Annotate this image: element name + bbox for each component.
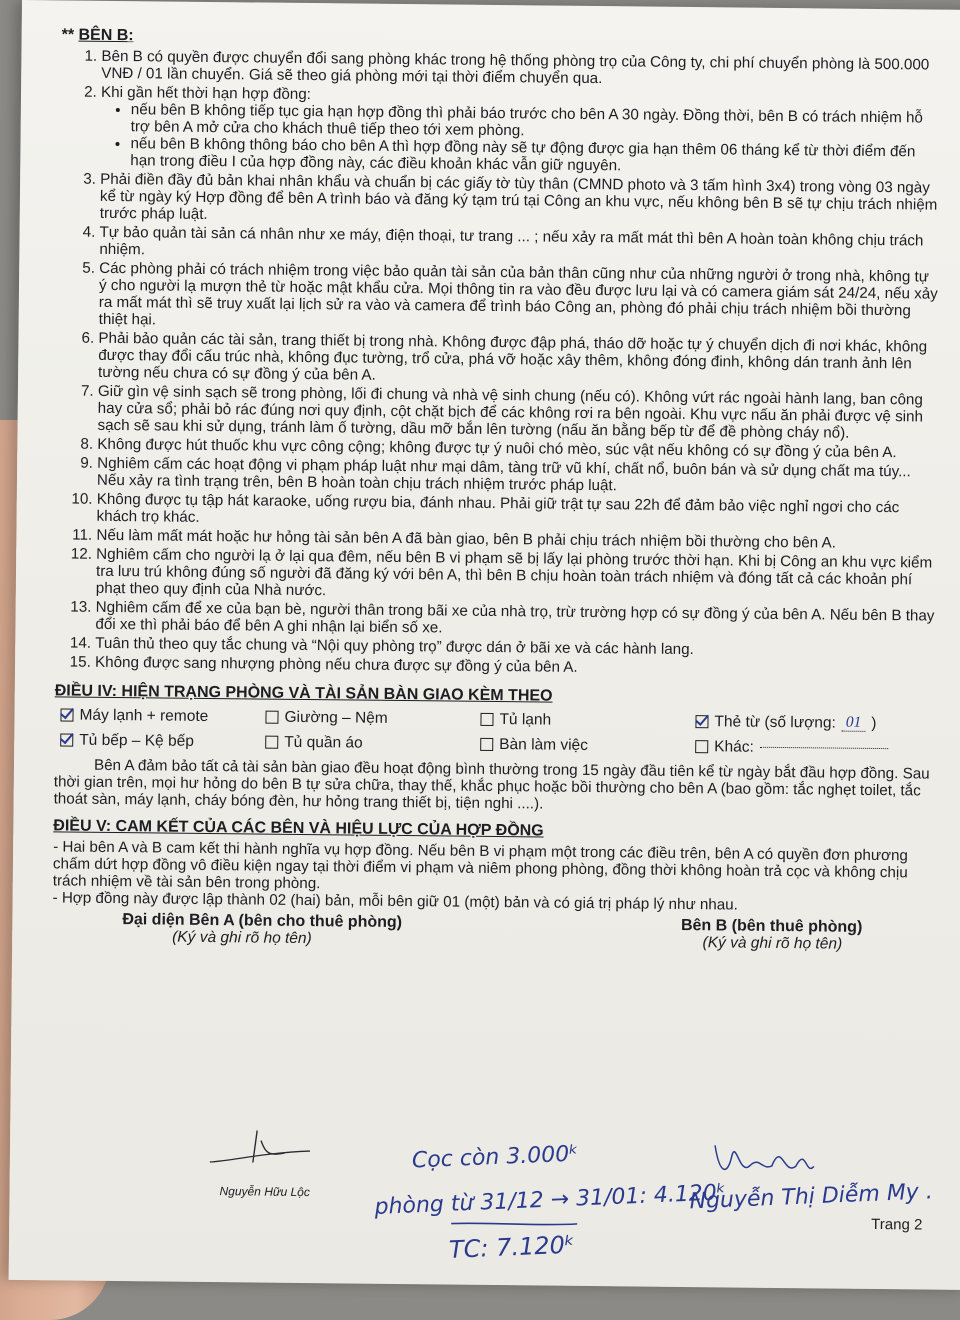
party-b-signature-icon — [710, 1135, 821, 1186]
handwritten-total: TC: 7.120ᵏ — [448, 1230, 576, 1264]
party-b-heading: Bên B (bên thuê phòng) — [680, 916, 863, 936]
clause-2-text: Khi gần hết thời hạn hợp đồng: — [100, 83, 312, 104]
section-b-heading: ** BÊN B: — [61, 26, 134, 45]
clause-5: 5. Các phòng phải có trách nhiệm trong việc bảo quản tài sản của bản thân cũng như của những người ở trong nhà, không tự ý cho người lạ mượn thẻ từ hoặc mật khẩu cửa. Mọi thông tin ra vào đều được lưu lại và có camera giám sát 24/24, nếu xảy ra mất mát thì sẽ truy xuất lại lịch sử ra vào và camera để trình báo Công an, phòng đó phải chịu trách nhiệm bồi thường thiệt hại. — [99, 260, 940, 337]
check-label: Bàn làm việc — [499, 736, 589, 754]
handwritten-name-b: Nguyễn Thị Diễm My . — [689, 1179, 934, 1215]
check-label: Máy lạnh + remote — [79, 706, 209, 725]
check-ac-remote — [60, 705, 265, 725]
asset-checklist — [60, 705, 934, 757]
check-bed — [265, 708, 480, 728]
clause-12: 12. Nghiêm cấm cho người lạ ở lại qua đêm, nếu bên B vi phạm sẽ bị lấy lại phòng trước thời hạn. Khi bị Công an khu vực kiểm tra lưu trú không đúng số người đã đăng ký với bên A, thì bên B chịu hoàn toàn trách nhiệm và đóng tất cả các khoản phí phạt theo quy định của Nhà nước. — [96, 546, 936, 606]
clause-9: 9. Nghiêm cấm các hoạt động vi phạm pháp luật như mại dâm, tàng trữ vũ khí, chất nổ, buôn bán và sử dụng chất ma túy... Nếu xảy ra tình trạng trên, bên B hoàn toàn chịu trách nhiệm trước pháp luật. — [97, 455, 937, 498]
article-5-line-1: - Hai bên A và B cam kết thi hành nghĩa vụ hợp đồng. Nếu bên B vi phạm một trong các điều trên, bên A có quyền đơn phương chấm dứt hợp đồng vô điều kiện ngay tại thời điểm vi phạm và niêm phong phòng, đồng thời không hoàn trả cọc và không chịu trách nhiệm về tài sản bên trong phòng. — [52, 838, 908, 893]
handwritten-deposit: Cọc còn 3.000ᵏ — [411, 1141, 580, 1174]
check-label: Tủ quần áo — [284, 733, 363, 752]
page-number: Trang 2 — [871, 1215, 923, 1234]
handwritten-rent: phòng từ 31/12 → 31/01: 4.120ᵏ — [374, 1180, 727, 1220]
check-desk — [480, 736, 695, 755]
article-5-line-2: - Hợp đồng này được lập thành 02 (hai) bản, mỗi bên giữ 01 (một) bản và có giá trị pháp lý như nhau. — [52, 889, 738, 914]
clause-2-sub-2: • nếu bên B không thông báo cho bên A thì hợp đồng này sẽ tự động được gia hạn thêm 06 tháng kể từ thời điểm đến hạn trong điều I của hợp đồng này, các điều khoản khác vẫn giữ nguyên. — [130, 135, 940, 177]
checked-box-icon — [60, 708, 73, 721]
clause-8: 8. Không được hút thuốc khu vực công cộng; không được tự ý nuôi chó mèo, súc vật nếu không có sự đồng ý của bên A. — [97, 436, 937, 462]
clause-10: 10. Không được tụ tập hát karaoke, uống rượu bia, đánh nhau. Phải giữ trật tự sau 22h để đảm bảo việc nghỉ ngơi cho các khách trọ khác. — [97, 491, 937, 534]
other-fill — [760, 747, 888, 749]
keycard-count: 01 — [842, 714, 866, 732]
clause-2-sub-1: • nếu bên B không tiếp tục gia hạn hợp đồng thì phải báo trước cho bên A 30 ngày. Đồng thời, bên B có trách nhiệm hỗ trợ bên A mở cửa cho khách thuê tiếp theo tới xem phòng. — [131, 101, 941, 143]
checked-box-icon — [60, 733, 73, 746]
article-4-heading: ĐIỀU IV: HIỆN TRẠNG PHÒNG VÀ TÀI SẢN BÀN GIAO KÈM THEO — [54, 682, 553, 705]
clause-4: 4. Tự bảo quản tài sản cá nhân như xe máy, điện thoại, tư trang ... ; nếu xảy ra mất mát thì bên A hoàn toàn không chịu trách nhiệm. — [99, 224, 939, 267]
check-label: Giường – Nệm — [284, 708, 388, 727]
empty-box-icon — [265, 736, 278, 749]
check-keycard — [695, 712, 925, 732]
check-label: Tủ lạnh — [499, 710, 552, 729]
clause-6: 6. Phải bảo quản các tài sản, trang thiết bị trong nhà. Không được đập phá, tháo dỡ hoặc tự ý chuyển dịch đi nơi khác, không được thay đổi cấu trúc nhà, không đục tường, trổ cửa, phá vỡ hoặc xây thêm, không đóng đinh, không dán tranh ảnh lên tường nếu chưa có sự đồng ý của bên A. — [98, 330, 938, 390]
party-b-sign-note: (Ký và ghi rõ họ tên) — [702, 934, 843, 953]
empty-box-icon — [480, 712, 493, 725]
clause-15: 15. Không được sang nhượng phòng nếu chưa được sự đồng ý của bên A. — [95, 654, 935, 680]
party-a-signature-icon — [205, 1122, 316, 1178]
party-a-heading: Đại diện Bên A (bên cho thuê phòng) — [122, 911, 403, 932]
clause-7: 7. Giữ gìn vệ sinh sạch sẽ trong phòng, lối đi chung và nhà vệ sinh chung (nếu có). Không vứt rác ngoài hành lang, ban công hay cửa sổ; phải bỏ rác đúng nơi quy định, cột chặt bịch để các không rơi ra bên ngoài. Khu vực nấu ăn phải được vệ sinh sạch sẽ sau khi sử dụng, tránh làm ố tường, dầu mỡ bắn lên tường (nấu ăn bằng bếp từ để đề phòng cháy nổ). — [97, 383, 937, 443]
check-label: Tủ bếp – Kệ bếp — [79, 731, 194, 750]
clause-2 — [100, 84, 941, 178]
check-label: Thẻ từ (số lượng: — [714, 712, 836, 732]
check-suffix: ) — [871, 714, 877, 732]
handwritten-underline-icon — [449, 1221, 579, 1228]
empty-box-icon — [265, 710, 278, 723]
clause-13: 13. Nghiêm cấm để xe của bạn bè, người thân trong bãi xe của nhà trọ, trừ trường hợp có sự đồng ý của bên A. Nếu bên B thay đổi xe thì phải báo để bên A ghi nhận lại biển số xe. — [95, 599, 935, 642]
article-5-heading: ĐIỀU V: CAM KẾT CỦA CÁC BÊN VÀ HIỆU LỰC CỦA HỢP ĐỒNG — [53, 817, 544, 840]
clause-14: 14. Tuân thủ theo quy tắc chung và “Nội quy phòng trọ” được dán ở bãi xe và các hành lang. — [95, 635, 935, 661]
empty-box-icon — [695, 740, 708, 753]
check-label: Khác: — [714, 738, 754, 756]
check-wardrobe — [265, 734, 480, 753]
clause-11: 11. Nếu làm mất mát hoặc hư hỏng tài sản bên A đã bàn giao, bên B phải chịu trách nhiệm bồi thường cho bên A. — [96, 527, 936, 553]
checked-box-icon — [695, 715, 708, 728]
empty-box-icon — [480, 738, 493, 751]
section-b-list — [55, 47, 941, 679]
party-a-sign-note: (Ký và ghi rõ họ tên) — [172, 928, 312, 948]
check-other — [695, 738, 925, 757]
check-fridge — [480, 710, 695, 730]
party-a-name: Nguyễn Hữu Lộc — [219, 1184, 310, 1200]
check-kitchen — [60, 731, 265, 750]
clause-3: 3. Phải điền đầy đủ bản khai nhân khẩu và chuẩn bị các giấy tờ tùy thân (CMND photo và 3 tấm hình 3x4) trong vòng 03 ngày kể từ ngày ký Hợp đồng để bên A trình báo và đăng ký tạm trú tại Công an khu vực, nếu không bên B sẽ tự chịu trách nhiệm trước pháp luật. — [100, 171, 940, 231]
clause-1: 1. Bên B có quyền được chuyển đổi sang phòng khác trong hệ thống phòng trọ của Công ty, chi phí chuyển phòng là 500.000 VNĐ / 01 lần chuyển. Giá sẽ theo giá phòng mới tại thời điểm chuyển qua. — [101, 48, 941, 91]
contract-body — [52, 26, 942, 953]
article-4-paragraph: Bên A đảm bảo tất cả tài sản bàn giao đều hoạt động bình thường trong 15 ngày đầu tiên kể từ ngày bắt đầu hợp đồng. Sau thời gian trên, mọi hư hỏng do bên B tự sửa chữa, thay thế, khắc phục hoặc bồi thường cho bên A (bao gồm: tắc nghẹt toilet, tắc thoát sàn, máy lạnh, cháy bóng đèn, hư hỏng trang thiết bị, tiện nghi ....). — [53, 756, 930, 813]
contract-page — [9, 0, 960, 1290]
clause-2-sublist — [100, 101, 941, 178]
